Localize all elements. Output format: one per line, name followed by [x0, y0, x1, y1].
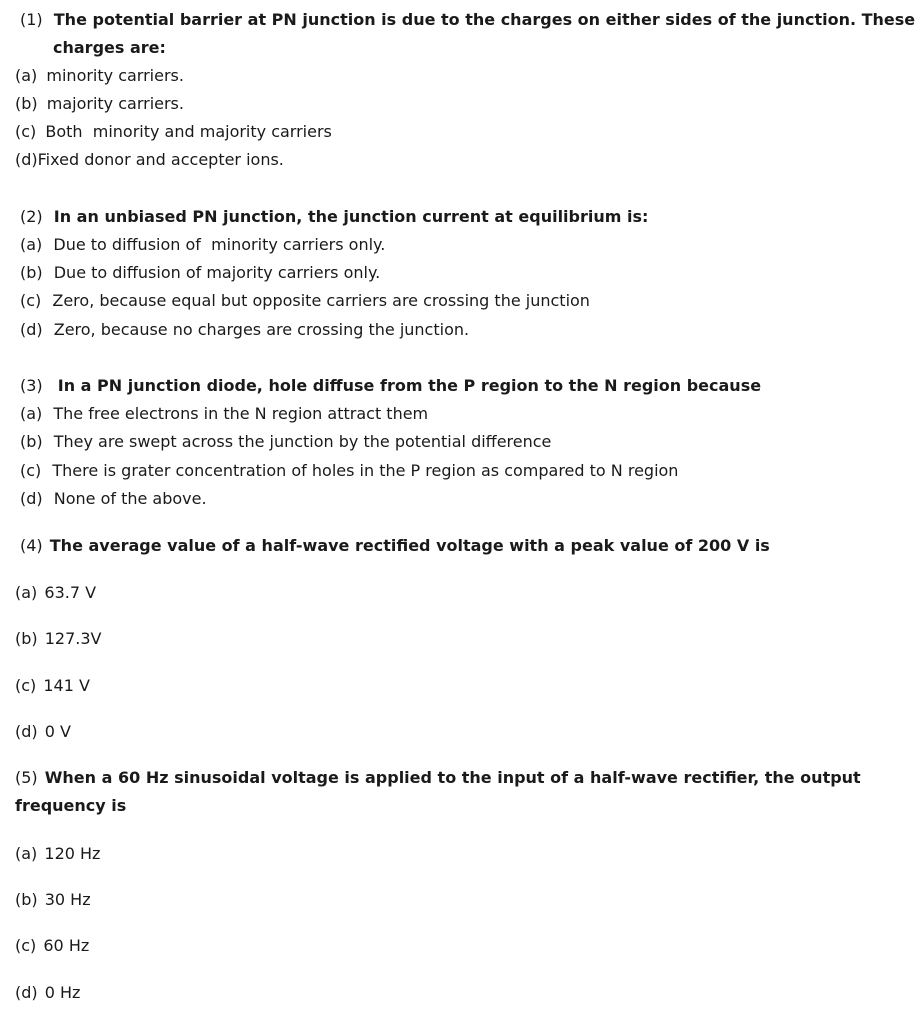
question-2-option-c — [20, 291, 590, 311]
question-5-option-d — [15, 983, 80, 1003]
option-text: majority carriers. — [46, 94, 184, 113]
question-3-option-b — [20, 432, 551, 452]
question-2-stem — [20, 207, 648, 227]
question-1-option-d — [15, 150, 284, 170]
option-label: (a) — [20, 404, 43, 423]
question-1-option-b — [15, 94, 184, 114]
question-text: The potential barrier at PN junction is due to the charges on either sides of the junction. These — [53, 10, 915, 29]
question-1-option-a — [15, 66, 184, 86]
question-1-option-c — [15, 122, 332, 142]
question-number: (5) — [15, 768, 38, 787]
question-1-stem — [20, 10, 915, 30]
option-text: Zero, because equal but opposite carriers are crossing the junction — [52, 291, 590, 310]
option-text: Zero, because no charges are crossing the junction. — [53, 320, 470, 339]
option-label: (b) — [15, 94, 38, 113]
option-text: Both minority and majority carriers — [45, 122, 332, 141]
question-3-option-d — [20, 489, 207, 509]
question-4-option-a — [15, 583, 96, 603]
option-text: minority carriers. — [46, 66, 184, 85]
option-text: 141 V — [43, 676, 90, 695]
question-number: (2) — [20, 207, 43, 226]
question-text: The average value of a half-wave rectified voltage with a peak value of 200 V is — [49, 536, 770, 555]
option-text: Fixed donor and accepter ions. — [37, 150, 284, 169]
question-5-option-a — [15, 844, 100, 864]
option-label: (d) — [20, 320, 43, 339]
option-text: None of the above. — [53, 489, 207, 508]
question-3-option-c — [20, 461, 678, 481]
option-label: (c) — [20, 461, 42, 480]
option-label: (d) — [20, 489, 43, 508]
option-text: 127.3V — [44, 629, 102, 648]
question-2-option-b — [20, 263, 380, 283]
question-4-option-b — [15, 629, 101, 649]
option-text: 120 Hz — [44, 844, 101, 863]
option-label: (c) — [20, 291, 42, 310]
option-text: They are swept across the junction by the potential difference — [53, 432, 552, 451]
option-text: Due to diffusion of minority carriers only. — [53, 235, 386, 254]
option-text: There is grater concentration of holes in the P region as compared to N region — [52, 461, 679, 480]
question-text: In an unbiased PN junction, the junction current at equilibrium is: — [53, 207, 649, 226]
option-text: 0 V — [44, 722, 71, 741]
option-label: (a) — [15, 66, 38, 85]
question-2-option-a — [20, 235, 385, 255]
option-label: (c) — [15, 936, 37, 955]
option-label: (b) — [15, 629, 38, 648]
question-2-option-d — [20, 320, 469, 340]
question-3-option-a — [20, 404, 428, 424]
option-label: (a) — [15, 583, 38, 602]
question-5-stem-continued: frequency is — [15, 796, 127, 815]
option-label: (b) — [20, 263, 43, 282]
option-label: (a) — [20, 235, 43, 254]
option-text: 60 Hz — [43, 936, 90, 955]
option-text: 30 Hz — [44, 890, 91, 909]
question-5-option-c — [15, 936, 89, 956]
option-label: (d) — [15, 150, 38, 169]
question-number: (4) — [20, 536, 43, 555]
option-label: (d) — [15, 722, 38, 741]
option-label: (c) — [15, 122, 37, 141]
question-4-stem — [20, 536, 770, 556]
question-text: When a 60 Hz sinusoidal voltage is applied to the input of a half-wave rectifier, the output — [44, 768, 861, 787]
option-label: (d) — [15, 983, 38, 1002]
option-label: (a) — [15, 844, 38, 863]
option-text: 0 Hz — [44, 983, 81, 1002]
option-text: The free electrons in the N region attract them — [53, 404, 429, 423]
question-4-option-d — [15, 722, 71, 742]
option-label: (c) — [15, 676, 37, 695]
question-number: (1) — [20, 10, 43, 29]
question-text: In a PN junction diode, hole diffuse from the P region to the N region because — [57, 376, 762, 395]
question-3-stem — [20, 376, 761, 396]
option-text: 63.7 V — [44, 583, 97, 602]
option-text: Due to diffusion of majority carriers only. — [53, 263, 381, 282]
option-label: (b) — [20, 432, 43, 451]
question-5-stem — [15, 768, 861, 788]
question-1-stem-continued: charges are: — [53, 38, 166, 57]
question-4-option-c — [15, 676, 90, 696]
question-number: (3) — [20, 376, 43, 395]
option-label: (b) — [15, 890, 38, 909]
question-5-option-b — [15, 890, 91, 910]
